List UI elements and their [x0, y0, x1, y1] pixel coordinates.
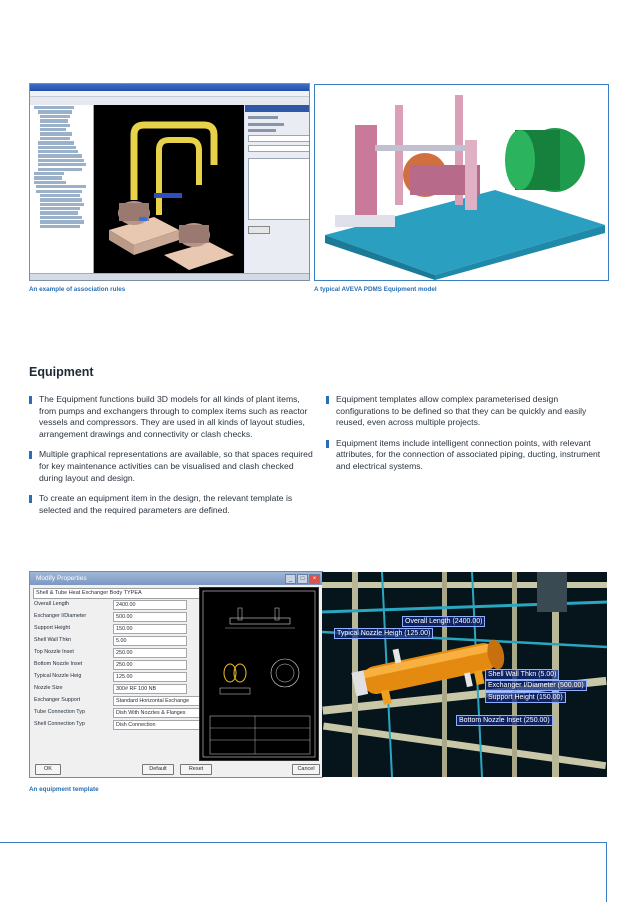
- property-label: Nozzle Size: [34, 685, 63, 691]
- top-nozzle-inset-input[interactable]: 250.00: [113, 648, 187, 658]
- overall-length-input[interactable]: 2400.00: [113, 600, 187, 610]
- cancel-button[interactable]: Cancel: [292, 764, 320, 775]
- template-drawing-preview: [199, 587, 319, 761]
- dialog-titlebar: [30, 572, 322, 585]
- dimension-tag: Overall Length (2400.00): [402, 616, 485, 627]
- template-name-field: Shell & Tube Heat Exchanger Body TYPEA: [33, 588, 227, 599]
- property-label: Exchanger Support: [34, 697, 81, 703]
- dimension-tag: Bottom Nozzle Inset (250.00): [456, 715, 553, 726]
- shell-wall-thickness-input[interactable]: 5.00: [113, 636, 187, 646]
- exchanger-drawing-graphic: [200, 588, 318, 760]
- association-rules-screenshot: [29, 83, 310, 281]
- nozzle-height-input[interactable]: 125.00: [113, 672, 187, 682]
- plant-structure-graphic: [322, 572, 607, 777]
- property-row: [33, 600, 225, 610]
- caption-equipment-template: An equipment template: [29, 786, 99, 793]
- property-row: [33, 624, 225, 634]
- property-row: [33, 660, 225, 670]
- property-row: [33, 672, 225, 682]
- property-label: Shell Wall Thkn: [34, 637, 72, 643]
- property-label: Shell Connection Typ: [34, 721, 85, 727]
- nozzle-size-select[interactable]: 300# RF 100 NB: [113, 684, 187, 694]
- bullet-item: To create an equipment item in the design, the relevant template is selected and the required parameters are defined.: [29, 493, 319, 516]
- design-explorer-tree: [30, 105, 94, 274]
- bullet-item: Multiple graphical representations are available, so that spaces required for key maintenance activities can be visualised and clash checked during layout and design.: [29, 449, 319, 484]
- exchanger-diameter-input[interactable]: 500.00: [113, 612, 187, 622]
- support-height-input[interactable]: 150.00: [113, 624, 187, 634]
- property-row: [33, 696, 225, 706]
- exchanger-support-select[interactable]: Standard Horizontal Exchange: [113, 696, 212, 706]
- property-label: Tube Connection Typ: [34, 709, 85, 715]
- section-title: Equipment: [29, 365, 94, 379]
- bullet-marker-icon: [326, 396, 329, 404]
- reset-button[interactable]: Reset: [180, 764, 212, 775]
- modify-properties-dialog: [29, 571, 323, 778]
- equipment-association-panel: [245, 105, 309, 274]
- dimension-tag: Exchanger I/Diameter (500.00): [485, 680, 587, 691]
- shell-connection-select[interactable]: Dish Connection: [113, 720, 212, 730]
- property-label: Exchanger I/Diameter: [34, 613, 87, 619]
- close-icon[interactable]: ×: [309, 574, 320, 584]
- app-statusbar: [30, 273, 309, 280]
- caption-equipment-model: A typical AVEVA PDMS Equipment model: [314, 286, 437, 293]
- property-label: Support Height: [34, 625, 70, 631]
- app-titlebar: [30, 84, 309, 91]
- right-bullet-list: [326, 394, 606, 482]
- property-row: [33, 612, 225, 622]
- footer-rule: [0, 842, 607, 843]
- 3d-viewport: [94, 105, 244, 274]
- property-label: Overall Length: [34, 601, 70, 607]
- property-row: [33, 708, 225, 718]
- default-button[interactable]: Default: [142, 764, 174, 775]
- equipment-model-render: [314, 84, 609, 281]
- property-label: Typical Nozzle Heig: [34, 673, 82, 679]
- pump-model-graphic: [94, 105, 244, 272]
- ok-button[interactable]: OK: [35, 764, 61, 775]
- bullet-item: The Equipment functions build 3D models for all kinds of plant items, from pumps and exchangers through to complex items such as reactor vessels and compressors. They are used in all kinds of layout studies, arrangement drawings and connectivity or clash checks.: [29, 394, 319, 440]
- dialog-title: Modify Properties: [36, 575, 87, 582]
- bullet-marker-icon: [29, 495, 32, 503]
- bullet-marker-icon: [29, 396, 32, 404]
- left-bullet-list: [29, 394, 319, 525]
- property-row: [33, 684, 225, 694]
- bottom-nozzle-inset-input[interactable]: 250.00: [113, 660, 187, 670]
- dimension-tag: Shell Wall Thkn (5.00): [485, 669, 559, 680]
- minimize-icon[interactable]: _: [285, 574, 296, 584]
- property-row: [33, 648, 225, 658]
- bullet-marker-icon: [29, 451, 32, 459]
- property-label: Bottom Nozzle Inset: [34, 661, 83, 667]
- equipment-template-3d-view: [322, 572, 607, 777]
- dimension-tag: Typical Nozzle Heigh (125.00): [334, 628, 433, 639]
- property-row: [33, 720, 225, 730]
- bullet-item: Equipment items include intelligent connection points, with relevant attributes, for the connection of associated piping, ducting, instrument and electrical systems.: [326, 438, 606, 473]
- caption-association-rules: An example of association rules: [29, 286, 126, 293]
- dimension-tag: Support Height (150.00): [485, 692, 566, 703]
- tube-connection-select[interactable]: Dish With Nozzles & Flanges: [113, 708, 212, 718]
- property-label: Top Nozzle Inset: [34, 649, 74, 655]
- bullet-marker-icon: [326, 440, 329, 448]
- pdms-equipment-graphic: [315, 85, 608, 280]
- maximize-icon[interactable]: □: [297, 574, 308, 584]
- footer-rule-vertical: [606, 842, 607, 902]
- bullet-item: Equipment templates allow complex parameterised design configurations to be defined so that they can be quickly and easily reused, even across multiple projects.: [326, 394, 606, 429]
- property-row: [33, 636, 225, 646]
